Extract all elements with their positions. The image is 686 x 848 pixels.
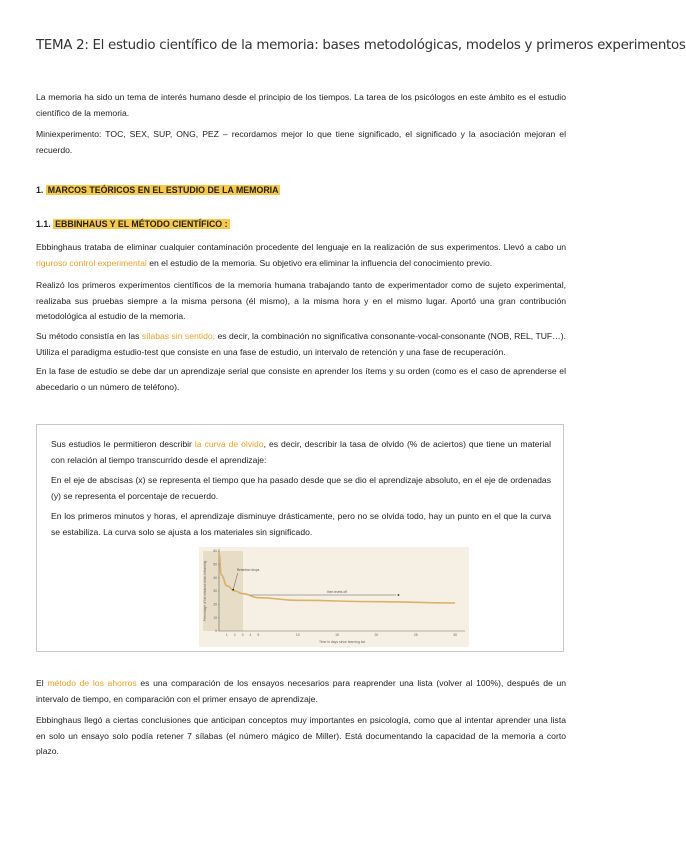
- section-label: MARCOS TEÓRICOS EN EL ESTUDIO DE LA MEMORIA: [47, 185, 279, 195]
- annotation-arrow-head: [398, 594, 400, 596]
- body-paragraph-2: Realizó los primeros experimentos científicos de la memoria humana trabajando tanto de experimentador como de sujeto experimental, realizaba sus pruebas siempre a la misma persona (él mismo), a la misma hora y en el mismo lugar. Aportó una gran contribución metodológica al estudio de la memoria.: [36, 280, 566, 321]
- y-tick-label: 20: [213, 602, 217, 607]
- document-title: TEMA 2: El estudio científico de la memoria: bases metodológicas, modelos y primeros experimentos: [36, 38, 686, 53]
- x-tick-label: 2: [233, 633, 236, 637]
- x-tick-label: 25: [413, 633, 418, 637]
- highlight-text: método de los ahorros: [47, 678, 137, 688]
- annotation-retention-drops: Retention drops.: [236, 568, 261, 572]
- y-tick-label: 50: [213, 562, 217, 567]
- y-tick-label: 0: [215, 629, 217, 634]
- section-label: EBBINHAUS Y EL MÉTODO CIENTÍFICO :: [55, 219, 228, 229]
- intro-paragraph: La memoria ha sido un tema de interés humano desde el principio de los tiempos. La tarea de los psicólogos en este ámbito es el estudio científico de la memoria.: [36, 92, 566, 118]
- after-paragraph-2: Ebbinghaus llegó a ciertas conclusiones que anticipan conceptos muy importantes en psicología, como que al intentar aprender una lista en solo un ensayo solo podía retener 7 sílabas (el número mágico de Miller). Está documentando la capacidad de la memoria a corto plazo.: [36, 715, 566, 756]
- miniexperiment-paragraph: Miniexperimento: TOC, SEX, SUP, ONG, PEZ – recordamos mejor lo que tiene significado, el significado y la asociación mejoran el recuerdo.: [36, 129, 566, 155]
- section-heading-1-1: [36, 219, 230, 229]
- x-tick-label: 20: [374, 633, 379, 637]
- section-number: 1.: [36, 185, 44, 195]
- x-tick-label: 5: [257, 633, 260, 637]
- y-tick-label: 10: [213, 615, 217, 620]
- x-tick-label: 1: [225, 633, 228, 637]
- x-tick-label: 3: [241, 633, 244, 637]
- x-tick-label: 15: [335, 633, 339, 637]
- forgetting-curve-svg: [199, 547, 469, 647]
- forgetting-curve-chart: [199, 547, 469, 647]
- forgetting-curve-box: [36, 424, 564, 652]
- x-tick-label: 10: [295, 633, 300, 637]
- x-axis-label: Time in days since learning list: [318, 640, 366, 644]
- body-paragraph-4: En la fase de estudio se debe dar un aprendizaje serial que consiste en aprender los ítems y su orden (como es el caso de aprenderse el abecedario o un número de teléfono).: [36, 366, 566, 392]
- box-paragraph-2: En el eje de abscisas (x) se representa el tiempo que ha pasado desde que se dio el aprendizaje absoluto, en el eje de ordenadas (y) se representa el porcentaje de recuerdo.: [51, 475, 551, 501]
- body-paragraph-1: Ebbinghaus trataba de eliminar cualquier contaminación procedente del lenguaje en la realización de sus experimentos. Llevó a cabo un riguroso control experimental en el estudio de la memoria. Su objetivo era eliminar la influencia del conocimiento previo.: [36, 242, 566, 268]
- annotation-dot: [232, 589, 234, 591]
- y-axis-label: Percentage of list retained when relearning: [203, 560, 207, 622]
- highlight-text: sílabas sin sentido,: [141, 331, 216, 341]
- annotation-levels-off: then levels off: [327, 590, 347, 594]
- y-tick-label: 40: [213, 575, 217, 580]
- section-heading-1: [36, 185, 280, 195]
- box-paragraph-1: Sus estudios le permitieron describir la curva de olvido, es decir, describir la tasa de olvido (% de aciertos) que tiene un material con relación al tiempo transcurrido desde el aprendizaje:: [51, 439, 551, 465]
- x-tick-label: 4: [249, 633, 252, 637]
- y-tick-label: 30: [213, 589, 217, 594]
- x-tick-label: 30: [453, 633, 458, 637]
- after-paragraph-1: El método de los ahorros es una comparación de los ensayos necesarios para reaprender una lista (volver al 100%), después de un intervalo de tiempo, en comparación con el primer ensayo de aprendizaje.: [36, 678, 566, 704]
- body-paragraph-3: Su método consistía en las sílabas sin sentido, es decir, la combinación no significativa consonante-vocal-consonante (NOB, REL, TUF…). Utiliza el paradigma estudio-test que consiste en una fase de estudio, un intervalo de retención y una fase de recuperación.: [36, 331, 566, 357]
- highlight-text: riguroso control experimental: [36, 257, 147, 268]
- y-tick-label: 60: [213, 549, 217, 554]
- box-paragraph-3: En los primeros minutos y horas, el aprendizaje disminuye drásticamente, pero no se olvida todo, hay un punto en el que la curva se estabiliza. La curva solo se ajusta a los materiales sin significado.: [51, 511, 551, 537]
- highlight-text: la curva de olvido: [194, 439, 264, 449]
- section-number: 1.1.: [36, 219, 51, 229]
